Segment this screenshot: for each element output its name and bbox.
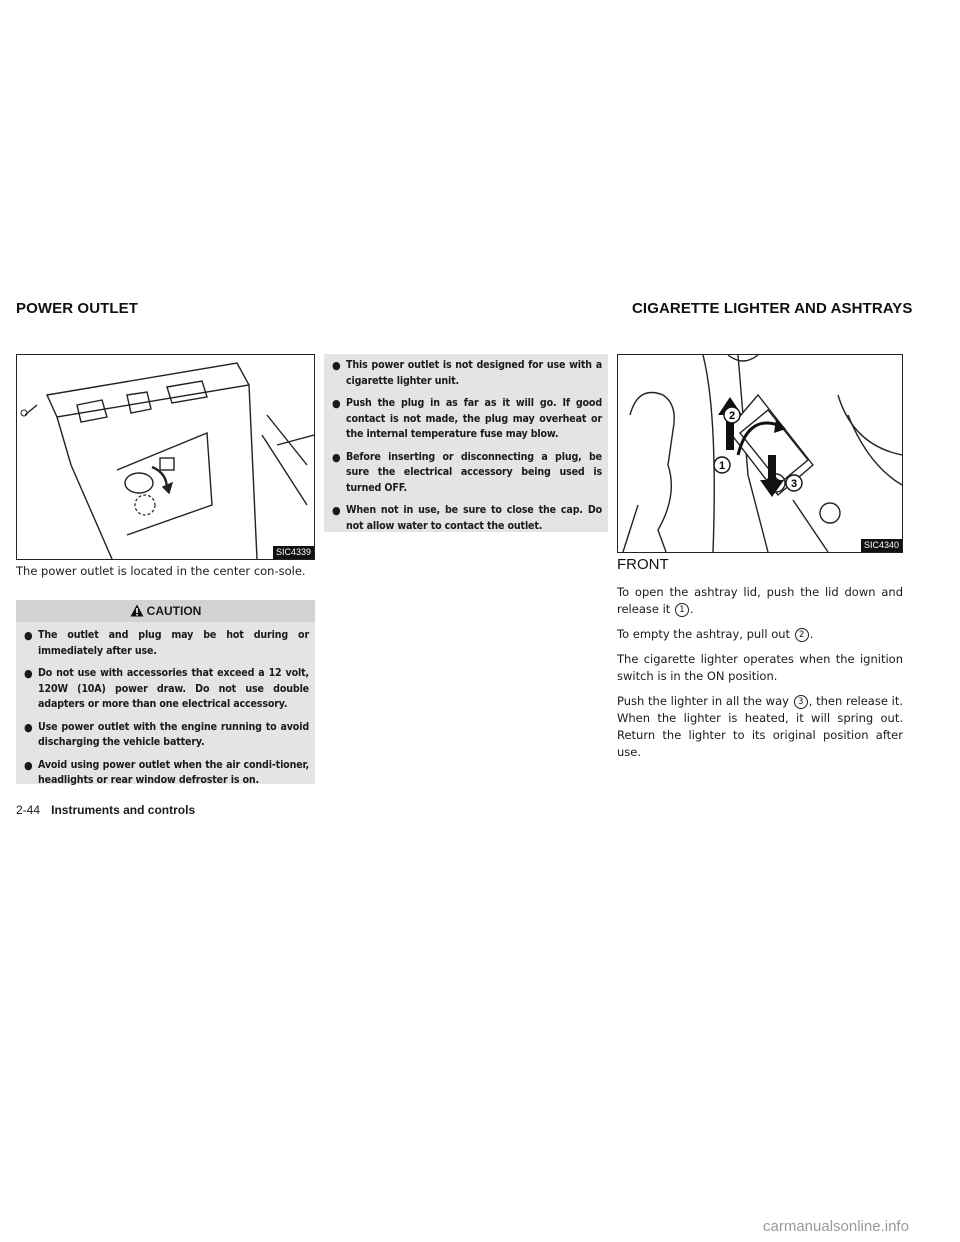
caution-list: [16, 622, 315, 795]
svg-text:2: 2: [728, 410, 736, 422]
watermark: carmanualsonline.info: [763, 1218, 909, 1235]
figure-code-left: SIC4339: [273, 546, 314, 559]
caution-item: ● When not in use, be sure to close the cap. Do not allow water to contact the outlet.: [332, 504, 602, 532]
caution-item: ● Do not use with accessories that exceed a 12 volt, 120W (10A) power draw. Do not use double adapters or more than one electrical accessory.: [24, 667, 309, 710]
bullet-icon: ●: [332, 397, 341, 410]
bullet-icon: ●: [332, 504, 341, 517]
svg-text:1: 1: [718, 460, 726, 472]
bullet-icon: ●: [24, 629, 33, 642]
caution-item: ● Before inserting or disconnecting a plug, be sure the electrical accessory being used is turned OFF.: [332, 450, 602, 494]
caution-continued-list: [324, 354, 608, 540]
ashtray-illustration: [618, 355, 902, 552]
callout-2: [724, 407, 740, 423]
ref-callout-1: 1: [675, 603, 689, 617]
caution-item: ● Push the plug in as far as it will go. If good contact is not made, the plug may overheat or the internal temperature fuse may blow.: [332, 397, 602, 440]
bullet-icon: ●: [24, 720, 33, 734]
instruction-paragraph-4: Push the lighter in all the way 3 , then release it. When the lighter is heated, it will spring out. Return the lighter to its original position after use.: [617, 694, 904, 759]
svg-text:3: 3: [790, 478, 798, 490]
warning-triangle-icon: [130, 604, 144, 617]
section-title-cigarette-lighter: CIGARETTE LIGHTER AND ASHTRAYS: [632, 300, 913, 317]
callout-3: [786, 475, 802, 491]
subheading-front: FRONT: [617, 556, 669, 573]
bullet-icon: ●: [24, 758, 33, 772]
bullet-icon: ●: [332, 450, 341, 464]
caution-item: ● Use power outlet with the engine running to avoid discharging the vehicle battery.: [24, 720, 309, 748]
caution-item: ● This power outlet is not designed for use with a cigarette lighter unit.: [332, 359, 602, 387]
page-footer: [16, 799, 195, 818]
ashtray-instructions: [617, 584, 903, 769]
caution-heading-text: CAUTION: [146, 604, 202, 618]
instruction-paragraph-1: To open the ashtray lid, push the lid down and release it 1 .: [617, 585, 903, 616]
figure-code-right: SIC4340: [861, 539, 902, 552]
page-number: 2-44: [16, 803, 41, 817]
bullet-icon: ●: [332, 359, 341, 372]
ref-callout-3: 3: [794, 695, 808, 709]
caution-box: [16, 600, 315, 784]
section-title-power-outlet: POWER OUTLET: [16, 300, 139, 317]
chapter-label: Instruments and controls: [51, 803, 196, 817]
caution-heading: [16, 600, 315, 622]
power-outlet-figure: [16, 354, 315, 560]
instruction-paragraph-2: To empty the ashtray, pull out 2 .: [617, 627, 814, 641]
caution-item: ● Avoid using power outlet when the air condi-tioner, headlights or rear window defroster is on.: [24, 758, 309, 786]
console-illustration: [17, 355, 314, 559]
instruction-paragraph-3: The cigarette lighter operates when the ignition switch is in the ON position.: [617, 652, 903, 683]
ashtray-figure: [617, 354, 903, 553]
caution-item: ● The outlet and plug may be hot during or immediately after use.: [24, 629, 309, 657]
caution-box-continued: [324, 354, 608, 532]
power-outlet-intro: The power outlet is located in the center con-sole.: [16, 564, 306, 578]
ref-callout-2: 2: [795, 628, 809, 642]
bullet-icon: ●: [24, 667, 33, 680]
callout-1: [714, 457, 730, 473]
